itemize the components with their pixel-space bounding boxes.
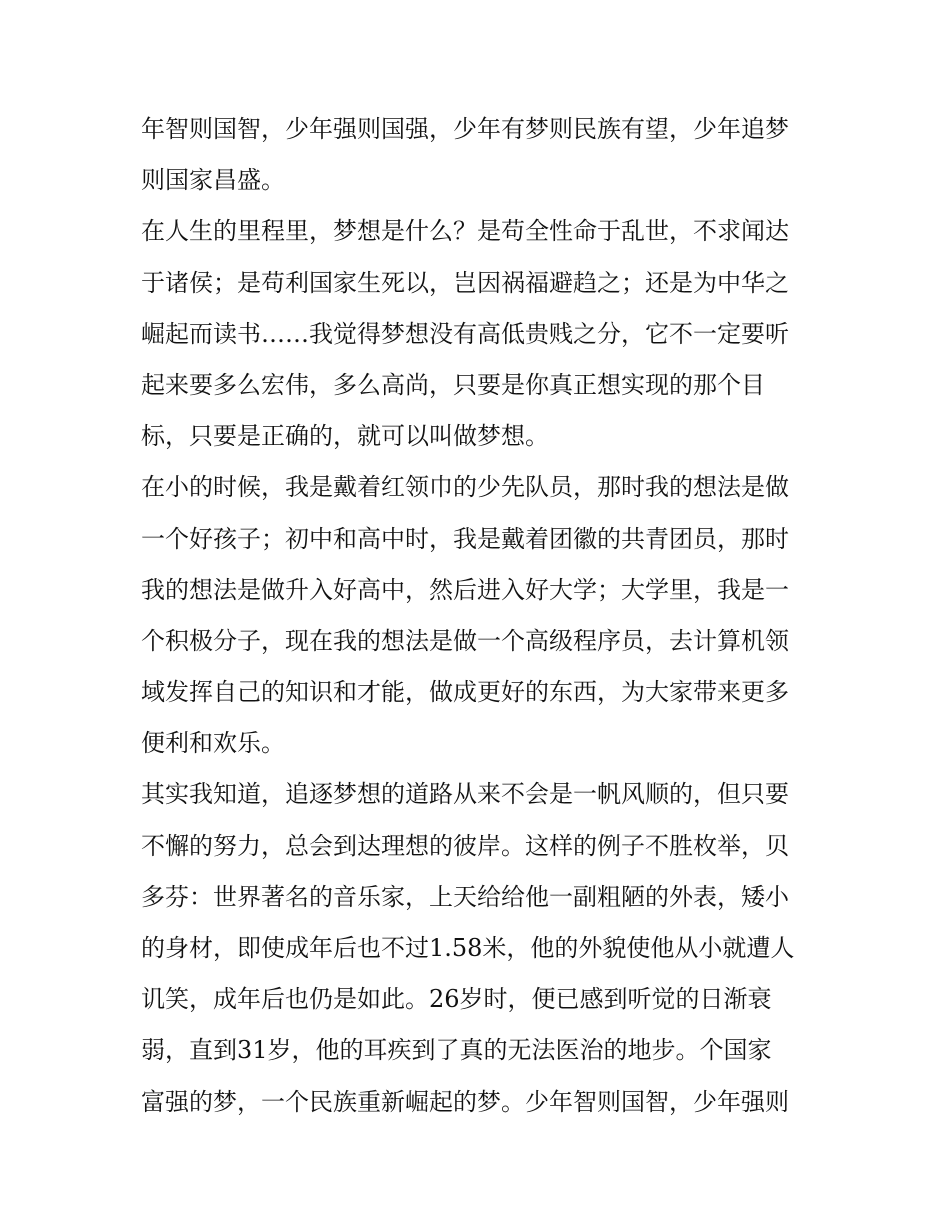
text-line: 于诸侯；是苟利国家生死以，岂因祸福避趋之；还是为中华之: [141, 268, 789, 297]
text-line: 标，只要是正确的，就可以叫做梦想。: [141, 422, 549, 451]
document-body: [141, 104, 811, 1128]
text-line: 其实我知道，追逐梦想的道路从来不会是一帆风顺的，但只要: [141, 780, 789, 809]
text-line: 不懈的努力，总会到达理想的彼岸。这样的例子不胜枚举，贝: [141, 831, 789, 860]
text-line: 年智则国智，少年强则国强，少年有梦则民族有望，少年追梦: [141, 115, 789, 143]
text-line: 在小的时候，我是戴着红领巾的少先队员，那时我的想法是做: [141, 473, 789, 502]
text-line: 则国家昌盛。: [141, 166, 285, 195]
text-line: 弱，直到31岁，他的耳疾到了真的无法医治的地步。个国家: [141, 1036, 772, 1065]
text-line: 在人生的里程里，梦想是什么？是苟全性命于乱世，不求闻达: [141, 217, 789, 246]
text-line: 个积极分子，现在我的想法是做一个高级程序员，去计算机领: [141, 626, 789, 655]
text-line: 崛起而读书……我觉得梦想没有高低贵贱之分，它不一定要听: [141, 319, 789, 348]
text-line: 我的想法是做升入好高中，然后进入好大学；大学里，我是一: [141, 575, 789, 604]
text-line: 的身材，即使成年后也不过1.58米，他的外貌使他从小就遭人: [141, 934, 795, 962]
text-line: 一个好孩子；初中和高中时，我是戴着团徽的共青团员，那时: [141, 524, 789, 553]
text-line: 起来要多么宏伟，多么高尚，只要是你真正想实现的那个目: [141, 370, 765, 399]
text-line: 域发挥自己的知识和才能，做成更好的东西，为大家带来更多: [141, 678, 789, 707]
text-line: 便利和欢乐。: [141, 729, 285, 758]
text-line: 富强的梦，一个民族重新崛起的梦。少年智则国智，少年强则: [141, 1087, 789, 1116]
text-line: 多芬：世界著名的音乐家，上天给给他一副粗陋的外表，矮小: [141, 882, 789, 911]
text-line: 讥笑，成年后也仍是如此。26岁时，便已感到听觉的日渐衰: [141, 985, 772, 1014]
